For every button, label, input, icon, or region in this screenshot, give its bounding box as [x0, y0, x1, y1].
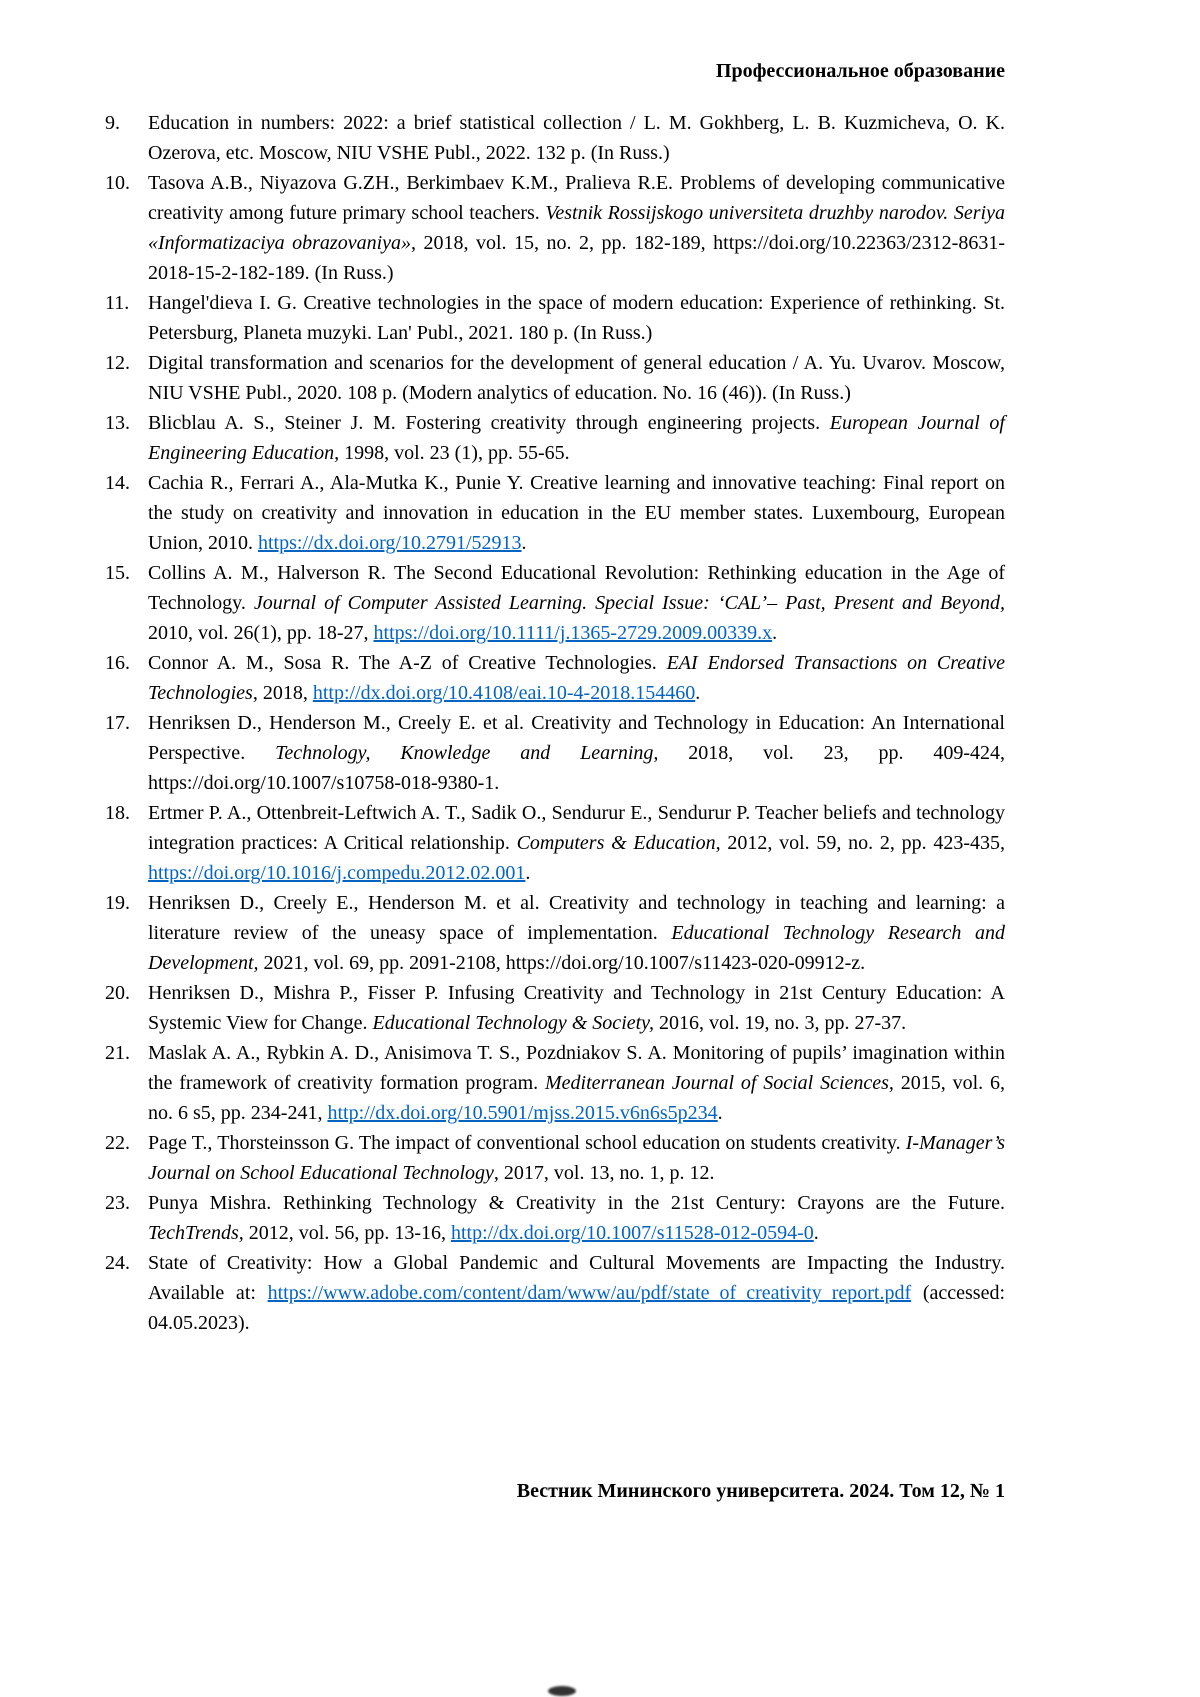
reference-number: 16. [105, 652, 130, 674]
journal-title: Technology, Knowledge and Learning, [275, 742, 659, 764]
footer-journal-line: Вестник Мининского университета. 2024. Том 12, № 1 [516, 1480, 1005, 1502]
journal-title: European Journal of Engineering Education, [148, 412, 1005, 464]
doi-link[interactable]: https://doi.org/10.1111/j.1365-2729.2009.00339.x [373, 622, 773, 644]
doi-link[interactable]: https://dx.doi.org/10.2791/52913 [258, 532, 522, 554]
reference-segment: 2016, vol. 19, no. 3, pp. 27-37. [653, 1012, 907, 1034]
reference-text [148, 412, 1005, 464]
reference-number: 9. [105, 112, 120, 134]
reference-item [105, 888, 1005, 978]
reference-number: 20. [105, 982, 130, 1004]
reference-number: 21. [105, 1042, 130, 1064]
doi-link[interactable]: https://www.adobe.com/content/dam/www/au/pdf/state_of_creativity_report.pdf [267, 1282, 912, 1304]
reference-segment: 2018, vol. 23, pp. 409-424, https://doi.org/10.1007/s10758-018-9380-1. [148, 742, 1006, 794]
journal-title: Mediterranean Journal of Social Sciences, [545, 1072, 894, 1094]
reference-item [105, 108, 1005, 168]
reference-segment: 1998, vol. 23 (1), pp. 55-65. [339, 442, 570, 464]
reference-item [105, 348, 1005, 408]
reference-number: 18. [105, 802, 130, 824]
reference-segment: Henriksen D., Mishra P., Fisser P. Infusing Creativity and Technology in 21st Century Education: A Systemic View for Change. [148, 982, 1005, 1034]
journal-title: I-Manager’s Journal on School Educational Technology [148, 1132, 1005, 1184]
reference-number: 13. [105, 412, 130, 434]
journal-title: Journal of Computer Assisted Learning. Special Issue: ‘CAL’– Past, Present and Beyond, [253, 592, 1005, 614]
reference-item [105, 798, 1005, 888]
reference-segment: Blicblau A. S., Steiner J. M. Fostering creativity through engineering projects. [148, 412, 830, 434]
reference-segment: Ertmer P. A., Ottenbreit-Leftwich A. T., Sadik O., Sendurur E., Sendurur P. Teacher beliefs and technology integration practices: A Critical relationship. [148, 802, 1005, 854]
reference-text [148, 982, 1005, 1034]
journal-title: Vestnik Rossijskogo universiteta druzhby narodov. Seriya «Informatizaciya obrazovaniya» [148, 202, 1005, 254]
reference-number: 19. [105, 892, 130, 914]
reference-text [148, 1132, 1005, 1184]
doi-link[interactable]: http://dx.doi.org/10.5901/mjss.2015.v6n6s5p234 [327, 1102, 718, 1124]
journal-title: TechTrends, [148, 1222, 244, 1244]
page-footer [517, 1478, 1005, 1504]
reference-segment: Hangel'dieva I. G. Creative technologies in the space of modern education: Experience of rethinking. St. Petersburg, Planeta muzyki. Lan' Publ., 2021. 180 p. (In Russ.) [148, 292, 1005, 344]
doi-link[interactable]: http://dx.doi.org/10.1007/s11528-012-0594-0 [450, 1222, 814, 1244]
references-list [105, 108, 1005, 1338]
reference-segment: . [695, 682, 701, 704]
reference-segment: . [525, 862, 531, 884]
reference-segment: Punya Mishra. Rethinking Technology & Creativity in the 21st Century: Crayons are the Future. [148, 1192, 1005, 1214]
journal-title: Computers & Education, [516, 832, 721, 854]
reference-text [148, 1252, 1005, 1334]
reference-segment: Henriksen D., Henderson M., Creely E. et al. Creativity and Technology in Education: An International Perspective. [148, 712, 1005, 764]
reference-segment: 2012, vol. 56, pp. 13-16, [243, 1222, 451, 1244]
doi-link[interactable]: https://doi.org/10.1016/j.compedu.2012.02.001 [148, 862, 526, 884]
reference-number: 11. [105, 292, 130, 314]
reference-text [148, 472, 1005, 554]
reference-item [105, 708, 1005, 798]
reference-segment: Digital transformation and scenarios for the development of general education / A. Yu. Uvarov. Moscow, NIU VSHE Publ., 2020. 108 p. (Modern analytics of education. No. 16 (46)). (In Russ.) [148, 352, 1005, 404]
reference-item [105, 1128, 1005, 1188]
reference-number: 22. [105, 1132, 130, 1154]
page-header [105, 58, 1005, 84]
reference-text [148, 712, 1005, 794]
reference-text [148, 1192, 1005, 1244]
reference-item [105, 1188, 1005, 1248]
reference-item [105, 978, 1005, 1038]
reference-text [148, 652, 1005, 704]
reference-text [148, 1042, 1005, 1124]
reference-text [148, 112, 1005, 164]
reference-item [105, 558, 1005, 648]
reference-segment: . [717, 1102, 723, 1124]
reference-item [105, 1248, 1005, 1338]
reference-text [148, 292, 1005, 344]
journal-title: Educational Technology & Society, [372, 1012, 654, 1034]
reference-number: 12. [105, 352, 130, 374]
reference-item [105, 408, 1005, 468]
reference-number: 17. [105, 712, 130, 734]
reference-segment: 2012, vol. 59, no. 2, pp. 423-435, [720, 832, 1006, 854]
scan-artifact-mark [548, 1686, 576, 1696]
reference-text [148, 562, 1005, 644]
reference-segment: Page T., Thorsteinsson G. The impact of conventional school education on students creativity. [148, 1132, 906, 1154]
reference-number: 10. [105, 172, 130, 194]
reference-text [148, 172, 1005, 284]
reference-segment: Cachia R., Ferrari A., Ala-Mutka K., Punie Y. Creative learning and innovative teaching: Final report on the study on creativity and innovation in education in the EU member states. Luxembourg, European Union, 2010. [148, 472, 1005, 554]
reference-segment: Education in numbers: 2022: a brief statistical collection / L. M. Gokhberg, L. B. Kuzmicheva, O. K. Ozerova, etc. Moscow, NIU VSHE Publ., 2022. 132 p. (In Russ.) [148, 112, 1005, 164]
reference-segment: Connor A. M., Sosa R. The A-Z of Creative Technologies. [148, 652, 667, 674]
reference-segment: Maslak A. A., Rybkin A. D., Anisimova T. S., Pozdniakov S. A. Monitoring of pupils’ imagination within the framework of creativity formation program. [148, 1042, 1005, 1094]
reference-segment: . [813, 1222, 819, 1244]
reference-segment: , 2018, [252, 682, 313, 704]
reference-segment: Collins A. M., Halverson R. The Second Educational Revolution: Rethinking education in the Age of Technology. [148, 562, 1005, 614]
reference-number: 14. [105, 472, 130, 494]
reference-text [148, 352, 1005, 404]
reference-segment: 2021, vol. 69, pp. 2091-2108, https://doi.org/10.1007/s11423-020-09912-z. [258, 952, 866, 974]
reference-text [148, 892, 1005, 974]
reference-segment: Tasova A.B., Niyazova G.ZH., Berkimbaev K.M., Pralieva R.E. Problems of developing communicative creativity among future primary school teachers. [148, 172, 1005, 224]
reference-segment: State of Creativity: How a Global Pandemic and Cultural Movements are Impacting the Industry. Available at: [148, 1252, 1005, 1304]
reference-segment: , 2018, vol. 15, no. 2, pp. 182-189, https://doi.org/10.22363/2312-8631-2018-15-2-182-189. (In Russ.) [148, 232, 1005, 284]
reference-segment: , 2017, vol. 13, no. 1, p. 12. [493, 1162, 715, 1184]
reference-segment: 2010, vol. 26(1), pp. 18-27, [148, 622, 374, 644]
reference-text [148, 802, 1005, 884]
reference-item [105, 648, 1005, 708]
reference-segment: . [521, 532, 527, 554]
journal-title: EAI Endorsed Transactions on Creative Technologies [148, 652, 1005, 704]
reference-number: 24. [105, 1252, 130, 1274]
reference-segment: 2015, vol. 6, no. 6 s5, pp. 234-241, [148, 1072, 1006, 1124]
reference-item [105, 1038, 1005, 1128]
reference-item [105, 168, 1005, 288]
reference-item [105, 288, 1005, 348]
reference-number: 15. [105, 562, 130, 584]
header-running-title: Профессиональное образование [715, 60, 1005, 82]
reference-item [105, 468, 1005, 558]
reference-segment: (accessed: 04.05.2023). [148, 1282, 1006, 1334]
doi-link[interactable]: http://dx.doi.org/10.4108/eai.10-4-2018.154460 [312, 682, 696, 704]
reference-segment: Henriksen D., Creely E., Henderson M. et al. Creativity and technology in teaching and learning: a literature review of the uneasy space of implementation. [148, 892, 1005, 944]
journal-title: Educational Technology Research and Development, [148, 922, 1005, 974]
reference-segment: . [772, 622, 778, 644]
reference-number: 23. [105, 1192, 130, 1214]
